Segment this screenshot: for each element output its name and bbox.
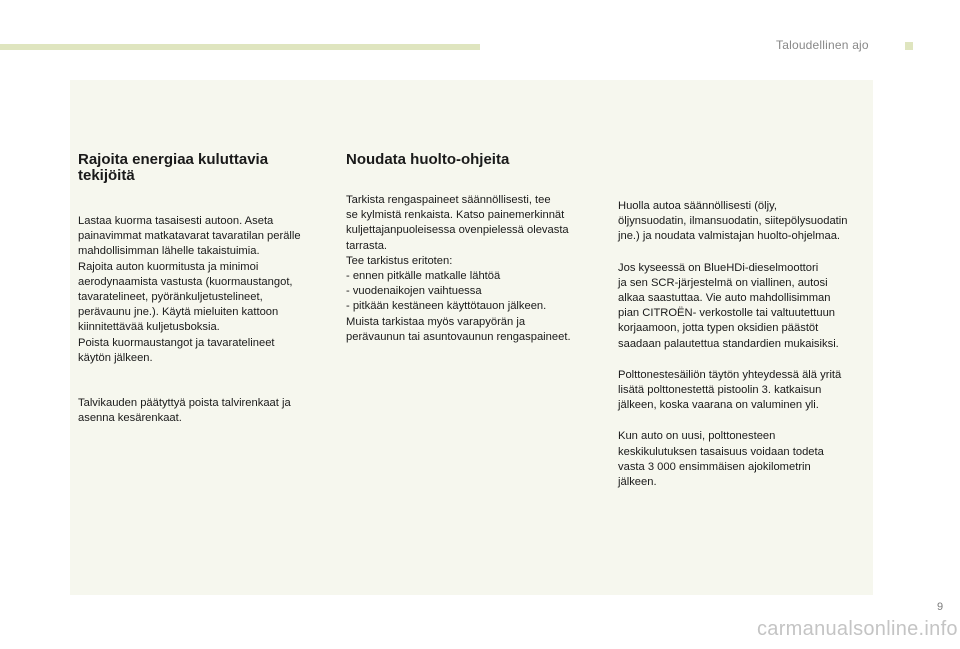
right-paragraph-3: Polttonestesäiliön täytön yhteydessä älä yritä lisätä polttonestettä pistoolin 3. katkaisun jälkeen, koska vaarana on valuminen yli. bbox=[618, 368, 842, 412]
right-paragraph-1: Huolla autoa säännöllisesti (öljy, öljynsuodatin, ilmansuodatin, siitepölysuodatin jne.) ja noudata valmistajan huolto-ohjelmaa. bbox=[618, 200, 848, 243]
middle-paragraph-1: Tarkista rengaspaineet säännöllisesti, tee se kylmistä renkaista. Katso painemerkinnät kuljettajanpuoleisessa ovenpielessä olevasta tarrasta. Tee tarkistus eritoten: - ennen pitkälle matkalle lähtöä - vuodenaikojen vaihtuessa - pitkään kestäneen käyttötauon jälkeen. Muista tarkistaa myös varapyörän ja perävaunun tai asuntovaunun rengaspaineet. bbox=[346, 194, 571, 343]
page-number: 9 bbox=[937, 601, 944, 613]
section-title: Taloudellinen ajo bbox=[776, 38, 869, 52]
left-paragraph-1: Lastaa kuorma tasaisesti autoon. Aseta painavimmat matkatavarat tavaratilan perälle mahdollisimman lähelle takaistuimia. Rajoita auton kuormitusta ja minimoi aerodynaamista vastusta (kuormaustangot, tavaratelineet, pyöränkuljetustelineet, perävaunu jne.). Käytä mieluiten kattoon kiinnitettävää kuljetusboksia. Poista kuormaustangot ja tavaratelineet käytön jälkeen. bbox=[78, 215, 301, 364]
right-paragraph-2: Jos kyseessä on BlueHDi-dieselmoottori ja sen SCR-järjestelmä on viallinen, autosi alkaa saastuttaa. Vie auto mahdollisimman pian CITROËN- verkostolle tai valtuutettuun korjaamoon, jotta typen oksidien päästöt saadaan palautettua standardien mukaisiksi. bbox=[618, 261, 839, 350]
right-column bbox=[618, 199, 870, 490]
middle-column bbox=[346, 152, 601, 345]
middle-heading: Noudata huolto-ohjeita bbox=[346, 151, 510, 168]
header-accent-bar bbox=[0, 44, 480, 50]
header-accent-square bbox=[905, 42, 913, 50]
right-paragraph-4: Kun auto on uusi, polttonesteen keskikulutuksen tasaisuus voidaan todeta vasta 3 000 ensimmäisen ajokilometrin jälkeen. bbox=[618, 430, 824, 489]
left-heading: Rajoita energiaa kuluttavia tekijöitä bbox=[78, 151, 269, 184]
left-column bbox=[78, 152, 323, 426]
watermark: carmanualsonline.info bbox=[757, 618, 958, 640]
left-paragraph-2: Talvikauden päätyttyä poista talvirenkaat ja asenna kesärenkaat. bbox=[78, 397, 291, 425]
